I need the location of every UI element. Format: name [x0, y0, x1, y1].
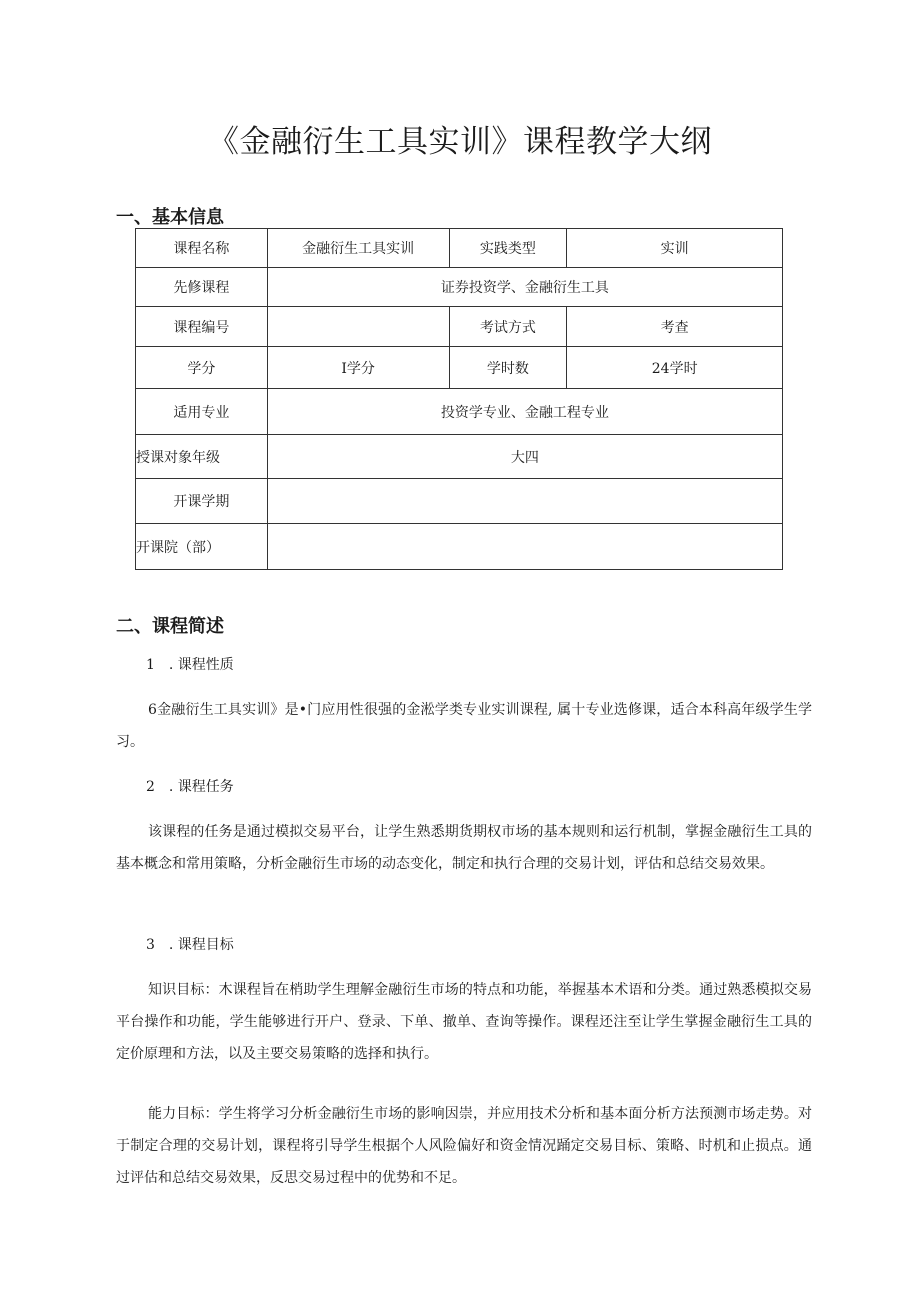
exam-method-value: 考查 [567, 307, 783, 347]
paragraph-knowledge-objective: 知识目标：木课程旨在梢助学生理解金融衍生市场的特点和功能，举握基本术语和分类。通过熟悉模拟交易平台操作和功能，学生能够进行开户、登录、下单、撤单、查询等操作。课程还注至让学生掌握金融衍生工具的定价原理和方法，以及主要交易策略的选择和执行。 [116, 982, 812, 1062]
section-heading-basic-info: 一、基本信息 [116, 207, 224, 228]
page-title: 《金融衍生工具实训》课程教学大纲 [208, 124, 712, 160]
course-code-label: 课程编号 [136, 307, 268, 347]
course-name-value: 金融衍生工具实训 [267, 229, 449, 268]
section-heading-course-overview: 二、课程简述 [116, 616, 224, 637]
table-row [136, 229, 783, 268]
paragraph-ability-objective: 能力目标：学生将学习分析金融衍生市场的影响因崇，并应用技术分析和基本面分析方法预测市场走势。对于制定合理的交易计划，课程将引导学生根据个人风险偏好和资金情况踊定交易目标、策略、时机和止损点。通过评估和总结交易效果，反思交易过程中的优势和不足。 [116, 1106, 812, 1186]
table-row [136, 435, 783, 479]
credit-value: I学分 [267, 347, 449, 389]
table-row [136, 307, 783, 347]
prereq-value: 证券投资学、金融衍生工具 [267, 268, 782, 307]
course-code-value [267, 307, 449, 347]
paragraph-course-task: 该课程的任务是通过模拟交易平台，让学生熟悉期货期权市场的基本规则和运行机制，掌握金融衍生工具的基本概念和常用策略，分析金融衍生市场的动态变化，制定和执行合理的交易计划，评估和总结交易效果。 [116, 824, 812, 872]
table-row [136, 347, 783, 389]
major-label: 适用专业 [136, 389, 268, 435]
practice-type-label: 实践类型 [449, 229, 567, 268]
subheading-course-objectives: 3 . 课程目标 [146, 937, 234, 953]
dept-value [267, 524, 782, 570]
term-label: 开课学期 [136, 479, 268, 524]
basic-info-table [135, 228, 783, 570]
hours-value: 24学时 [567, 347, 783, 389]
subheading-course-task: 2 . 课程任务 [146, 779, 234, 795]
major-value: 投资学专业、金融工程专业 [267, 389, 782, 435]
table-row [136, 389, 783, 435]
course-name-label: 课程名称 [136, 229, 268, 268]
grade-value: 大四 [267, 435, 782, 479]
credit-label: 学分 [136, 347, 268, 389]
table-row [136, 524, 783, 570]
dept-label: 开课院（部） [136, 524, 268, 570]
paragraph-course-nature: 6金融衍生工具实训》是•门应用性很强的金淞学类专业实训课程, 属十专业选修课，适合本科高年级学生学习。 [116, 702, 812, 750]
grade-label: 授课对象年级 [136, 435, 268, 479]
prereq-label: 先修课程 [136, 268, 268, 307]
table-row [136, 479, 783, 524]
exam-method-label: 考试方式 [449, 307, 567, 347]
table-row [136, 268, 783, 307]
practice-type-value: 实训 [567, 229, 783, 268]
hours-label: 学时数 [449, 347, 567, 389]
term-value [267, 479, 782, 524]
subheading-course-nature: 1 . 课程性质 [146, 657, 234, 673]
